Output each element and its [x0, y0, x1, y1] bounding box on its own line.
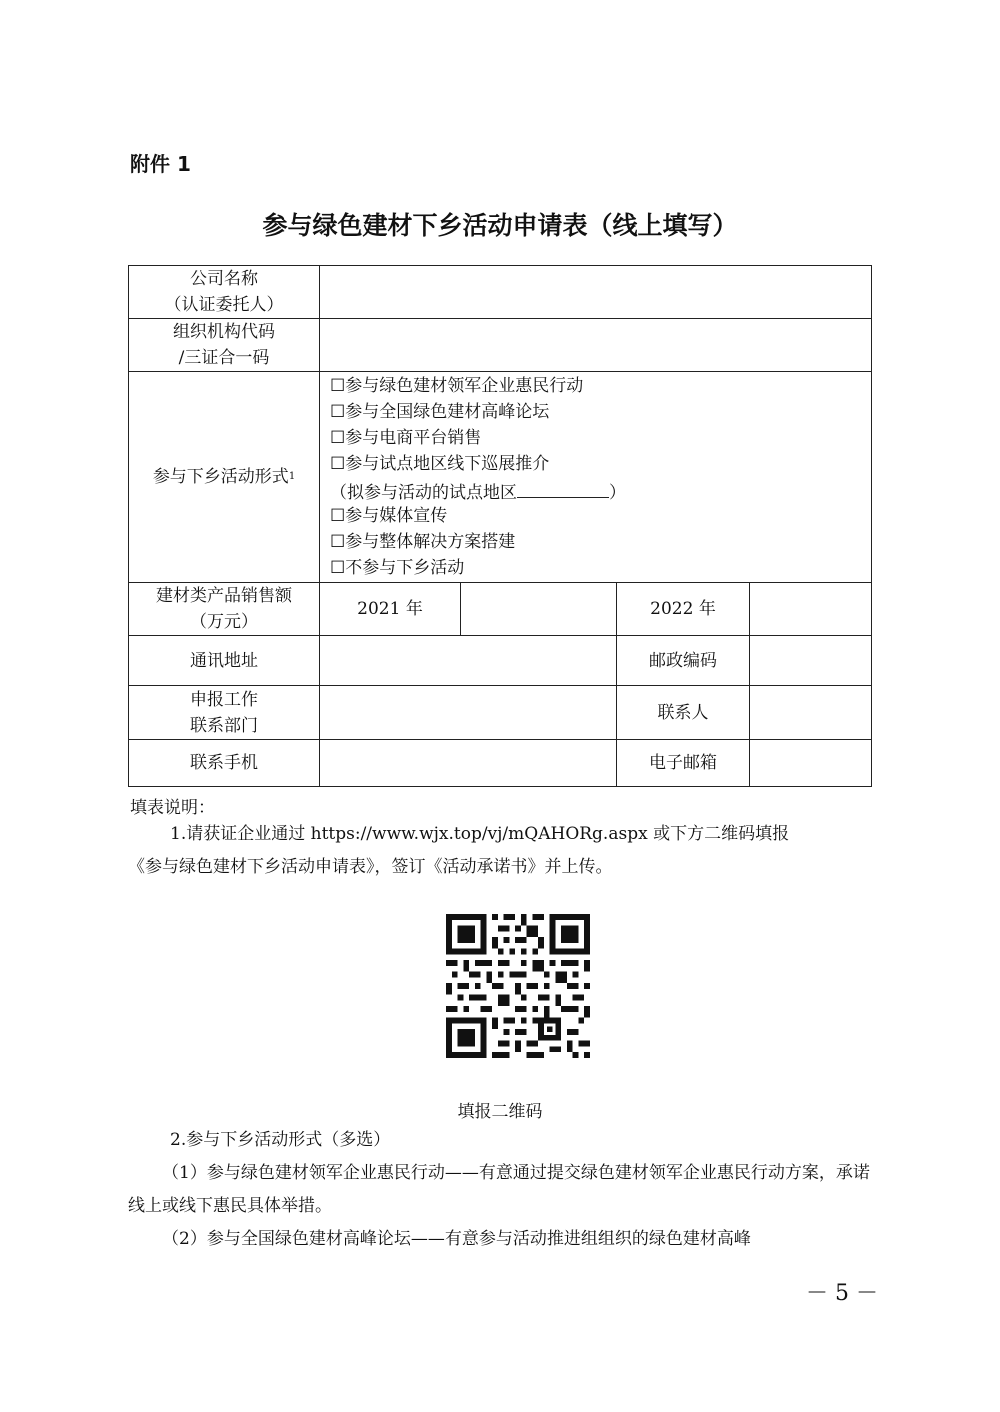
- note-item-1: 1.请获证企业通过 https://www.wjx.top/vj/mQAHORg.aspx 或下方二维码填报 《参与绿色建材下乡活动申请表》，签订《活动承诺书》并上传。: [128, 824, 790, 877]
- company-name-field[interactable]: [320, 266, 872, 319]
- qr-code-image: [446, 914, 590, 1058]
- activity-form-label: 参与下乡活动形式$^1$: [129, 372, 320, 583]
- company-name-label: 公司名称 （认证委托人）: [129, 266, 320, 319]
- postcode-field[interactable]: [750, 636, 872, 686]
- department-field[interactable]: [320, 686, 617, 740]
- department-label: 申报工作 联系部门: [129, 686, 320, 740]
- address-label: 通讯地址: [129, 636, 320, 686]
- option-leading-enterprise-checkbox[interactable]: ☐参与绿色建材领军企业惠民行动: [330, 376, 584, 396]
- option-ecommerce-checkbox[interactable]: ☐参与电商平台销售: [330, 428, 482, 448]
- year-2022-label: 2022 年: [617, 583, 750, 636]
- application-form-table: [128, 265, 872, 787]
- footnote-marker: 1: [288, 471, 296, 482]
- pilot-area-blank[interactable]: [517, 477, 609, 498]
- sales-2021-field[interactable]: [461, 583, 617, 636]
- option-media-checkbox[interactable]: ☐参与媒体宣传: [330, 506, 448, 526]
- option-not-participating-checkbox[interactable]: ☐不参与下乡活动: [330, 558, 465, 578]
- activity-options: [320, 372, 872, 583]
- pilot-area-line: （拟参与活动的试点地区 ）: [330, 477, 871, 503]
- org-code-label: 组织机构代码 /三证合一码: [129, 319, 320, 372]
- row-department: [129, 686, 872, 740]
- email-field[interactable]: [750, 740, 872, 787]
- option-solution-checkbox[interactable]: ☐参与整体解决方案搭建: [330, 532, 516, 552]
- contact-label: 联系人: [617, 686, 750, 740]
- contact-field[interactable]: [750, 686, 872, 740]
- phone-label: 联系手机: [129, 740, 320, 787]
- org-code-field[interactable]: [320, 319, 872, 372]
- notes-heading: 填表说明：: [130, 798, 215, 818]
- row-address: [129, 636, 872, 686]
- year-2021-label: 2021 年: [320, 583, 461, 636]
- row-sales: [129, 583, 872, 636]
- row-company-name: [129, 266, 872, 319]
- row-org-code: [129, 319, 872, 372]
- form-title: 参与绿色建材下乡活动申请表（线上填写）: [262, 211, 738, 240]
- address-field[interactable]: [320, 636, 617, 686]
- postcode-label: 邮政编码: [617, 636, 750, 686]
- option-summit-forum-checkbox[interactable]: ☐参与全国绿色建材高峰论坛: [330, 402, 550, 422]
- page-number: － 5 －: [806, 1281, 878, 1306]
- note-item-2: 2.参与下乡活动形式（多选） （1）参与绿色建材领军企业惠民行动——有意通过提交绿色建材领军企业惠民行动方案，承诺线上或线下惠民具体举措。 （2）参与全国绿色建材高峰论坛——有意参与活动推进组组织的绿色建材高峰: [128, 1130, 870, 1249]
- email-label: 电子邮箱: [617, 740, 750, 787]
- sales-2022-field[interactable]: [750, 583, 872, 636]
- option-offline-exhibition-checkbox[interactable]: ☐参与试点地区线下巡展推介: [330, 454, 550, 474]
- qr-caption: 填报二维码: [457, 1102, 543, 1122]
- row-activity-form: [129, 372, 872, 583]
- phone-field[interactable]: [320, 740, 617, 787]
- sales-label: 建材类产品销售额 （万元）: [129, 583, 320, 636]
- attachment-label: 附件 1: [130, 152, 191, 176]
- row-phone: [129, 740, 872, 787]
